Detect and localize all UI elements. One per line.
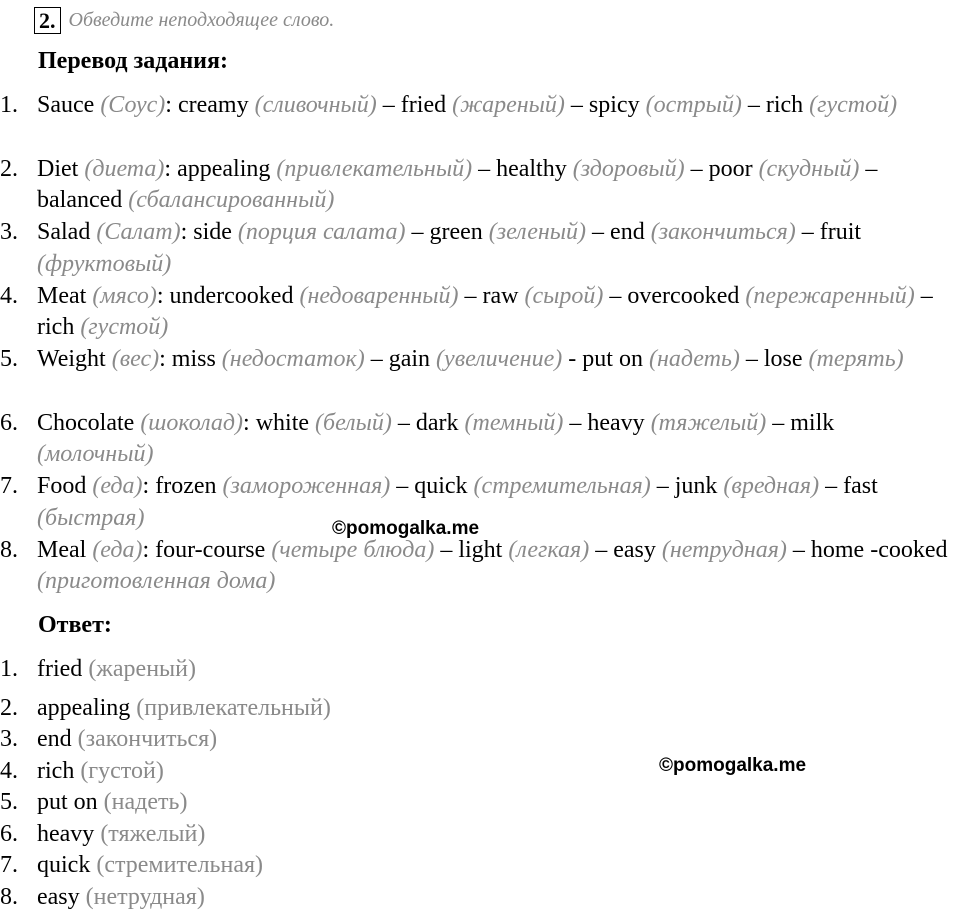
item-number: 5. (0, 789, 18, 815)
english-text: – junk (650, 473, 724, 499)
english-text: : appealing (164, 155, 277, 182)
translation-gloss: (тяжелый) (650, 409, 767, 436)
translation-gloss: (диета) (84, 155, 165, 182)
answer-word: rich (37, 757, 75, 784)
answer-gloss: (привлекательный) (136, 694, 331, 721)
english-text: - put on (562, 346, 649, 372)
answer-item (0, 693, 700, 725)
item-number: 2. (0, 694, 18, 721)
translation-gloss: (скудный) (758, 155, 860, 182)
answer-gloss: (жареный) (88, 656, 196, 682)
english-text: Salad (37, 219, 97, 245)
english-text: : undercooked (156, 282, 300, 309)
translation-gloss: (четыре блюда) (271, 536, 435, 563)
translation-gloss: (недостаток) (221, 346, 365, 372)
english-text: : creamy (165, 92, 255, 118)
answer-word: fried (37, 656, 83, 682)
translation-gloss: (легкая) (508, 536, 590, 563)
task-number: 2. (34, 7, 61, 34)
translation-gloss: (здоровый) (572, 155, 685, 182)
english-text: : white (243, 409, 316, 436)
english-text: – poor (684, 155, 759, 182)
translation-gloss: (белый) (315, 409, 392, 436)
answer-item (0, 850, 700, 882)
translation-item (0, 281, 960, 345)
item-number: 4. (0, 282, 18, 309)
watermark: ©pomogalka.me (659, 755, 807, 776)
translation-gloss: (густой) (809, 92, 898, 118)
item-number: 8. (0, 883, 18, 910)
translation-gloss: (недоваренный) (299, 282, 459, 309)
translation-gloss: (фруктовый) (37, 250, 172, 277)
translation-gloss: (нетрудная) (661, 536, 787, 563)
translation-gloss: (терять) (808, 346, 904, 372)
answer-item (0, 787, 700, 819)
english-text: Sauce (37, 92, 101, 118)
english-text: – quick (390, 473, 474, 499)
answer-item (0, 756, 700, 788)
english-text: – easy (589, 536, 662, 563)
task-header (34, 4, 334, 36)
english-text: : four-course (142, 536, 272, 563)
task-instruction: Обведите неподходящее слово. (68, 8, 335, 31)
answer-gloss: (надеть) (103, 789, 188, 815)
translation-item (0, 471, 960, 535)
answer-gloss: (закончиться) (77, 726, 218, 752)
translation-item (0, 535, 960, 599)
english-text: Meat (37, 282, 93, 309)
answer-word: appealing (37, 694, 131, 721)
translation-gloss: (сливочный) (254, 92, 377, 118)
english-text: – balanced (37, 155, 878, 213)
translation-gloss: (порция салата) (237, 219, 406, 245)
answer-gloss: (тяжелый) (100, 820, 206, 847)
answer-word: quick (37, 852, 91, 878)
english-text: – fried (376, 92, 453, 118)
item-number: 7. (0, 852, 18, 878)
translation-title: Перевод задания: (38, 48, 228, 74)
english-text: : side (180, 219, 238, 245)
english-text: Chocolate (37, 409, 141, 436)
watermark: ©pomogalka.me (332, 518, 480, 539)
translation-item (0, 408, 960, 472)
translation-gloss: (молочный) (37, 441, 154, 467)
english-text: Food (37, 473, 93, 499)
english-text: – home -cooked (786, 536, 948, 563)
translation-item (0, 217, 960, 281)
english-text: – green (405, 219, 489, 245)
item-number: 8. (0, 536, 18, 563)
translation-gloss: (вес) (111, 346, 160, 372)
item-number: 5. (0, 346, 18, 372)
item-number: 3. (0, 219, 18, 245)
translation-gloss: (жареный) (452, 92, 565, 118)
translation-gloss: (надеть) (648, 346, 740, 372)
item-number: 6. (0, 409, 18, 436)
item-number: 6. (0, 820, 18, 847)
english-text: – fast (819, 473, 878, 499)
english-text: Meal (37, 536, 93, 563)
translation-gloss: (мясо) (92, 282, 157, 309)
item-number: 3. (0, 726, 18, 752)
translation-gloss: (вредная) (723, 473, 820, 499)
english-text: – overcooked (603, 282, 746, 309)
translation-gloss: (еда) (92, 473, 143, 499)
translation-gloss: (Салат) (96, 219, 181, 245)
answer-gloss: (нетрудная) (85, 883, 205, 910)
answer-gloss: (густой) (80, 757, 164, 784)
answer-item (0, 882, 700, 914)
answer-word: heavy (37, 820, 95, 847)
translation-gloss: (шоколад) (140, 409, 244, 436)
answer-item (0, 819, 700, 851)
answer-item (0, 724, 700, 756)
translation-item (0, 90, 960, 154)
english-text: – raw (458, 282, 525, 309)
translation-gloss: (замороженная) (222, 473, 391, 499)
answer-item (0, 654, 700, 686)
translation-gloss: (густой) (80, 314, 169, 340)
english-text: Diet (37, 155, 85, 182)
answer-word: put on (37, 789, 98, 815)
answer-word: end (37, 726, 72, 752)
translation-gloss: (быстрая) (37, 504, 145, 531)
translation-gloss: (пережаренный) (745, 282, 915, 309)
english-text: – light (434, 536, 509, 563)
english-text: – dark (391, 409, 465, 436)
translation-list (0, 90, 960, 598)
translation-gloss: (темный) (464, 409, 564, 436)
item-number: 1. (0, 656, 18, 682)
translation-gloss: (еда) (92, 536, 143, 563)
item-number: 7. (0, 473, 18, 499)
answer-gloss: (стремительная) (96, 852, 264, 878)
translation-gloss: (привлекательный) (276, 155, 473, 182)
english-text: : miss (159, 346, 222, 372)
answer-title: Ответ: (38, 612, 112, 638)
item-number: 1. (0, 92, 18, 118)
translation-gloss: (увеличение) (436, 346, 563, 372)
english-text: – heavy (563, 409, 651, 436)
translation-item (0, 154, 960, 218)
english-text: – rich (37, 282, 933, 340)
english-text: – spicy (564, 92, 646, 118)
english-text: – fruit (795, 219, 862, 245)
translation-gloss: (острый) (645, 92, 742, 118)
item-number: 2. (0, 155, 18, 182)
translation-gloss: (приготовленная дома) (37, 568, 276, 594)
answer-list (0, 654, 700, 913)
english-text: – end (586, 219, 651, 245)
english-text: – gain (364, 346, 437, 372)
english-text: – healthy (472, 155, 573, 182)
answer-word: easy (37, 883, 80, 910)
translation-gloss: (закончиться) (650, 219, 796, 245)
item-number: 4. (0, 757, 18, 784)
english-text: – milk (766, 409, 835, 436)
translation-gloss: (стремительная) (473, 473, 651, 499)
translation-gloss: (сырой) (524, 282, 604, 309)
translation-gloss: (сбалансированный) (128, 187, 335, 213)
english-text: – lose (739, 346, 809, 372)
english-text: – rich (741, 92, 810, 118)
english-text: Weight (37, 346, 112, 372)
translation-gloss: (Соус) (100, 92, 166, 118)
english-text: : frozen (142, 473, 223, 499)
translation-gloss: (зеленый) (488, 219, 587, 245)
translation-item (0, 344, 960, 408)
